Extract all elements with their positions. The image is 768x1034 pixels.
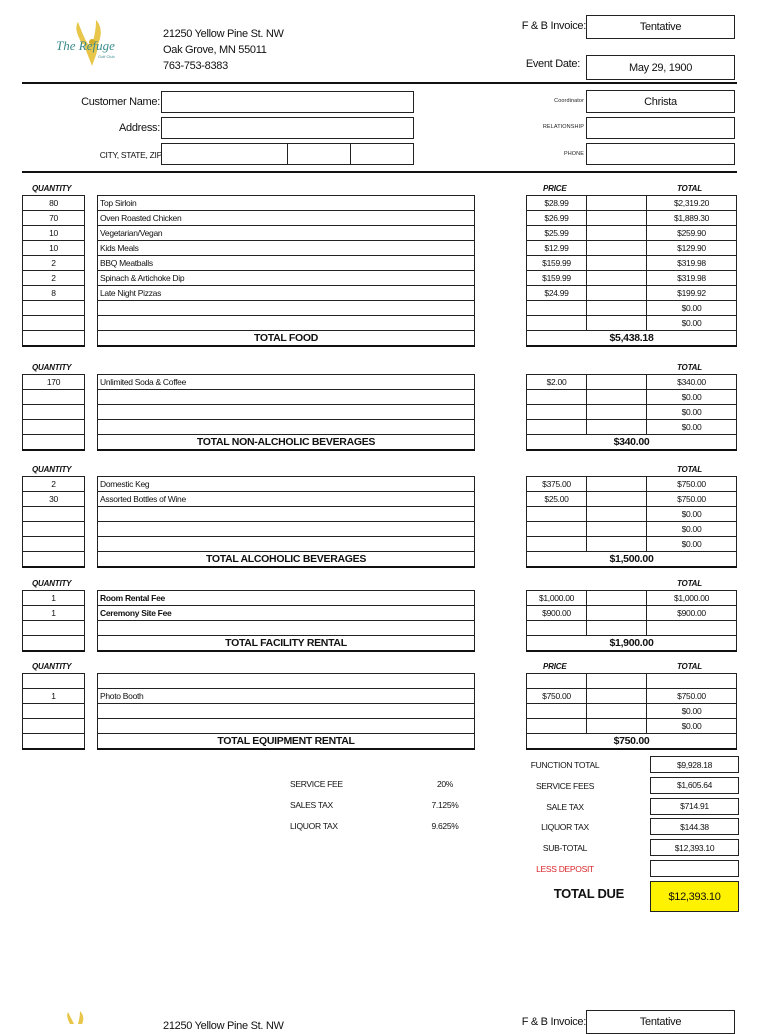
spacer-cell (587, 271, 647, 286)
quantity-cell[interactable] (23, 537, 85, 552)
summary-value[interactable] (650, 860, 739, 877)
section-total-label: TOTAL EQUIPMENT RENTAL (217, 735, 355, 747)
food-quantity-header: QUANTITY (32, 184, 72, 193)
zip-field[interactable] (350, 143, 414, 165)
address-line-2: Oak Grove, MN 55011 (163, 44, 267, 56)
section-total-value: $340.00 (527, 435, 737, 451)
price-cell[interactable]: $25.99 (527, 226, 587, 241)
item-cell[interactable] (98, 719, 475, 734)
table-row (23, 301, 85, 316)
spacer-cell (587, 522, 647, 537)
spacer-cell (587, 405, 647, 420)
section-total-value: $1,900.00 (527, 636, 737, 652)
table-row (527, 256, 737, 271)
spacer-cell (587, 492, 647, 507)
spacer-cell (587, 226, 647, 241)
table-row (527, 522, 737, 537)
item-cell[interactable]: Oven Roasted Chicken (98, 211, 475, 226)
section-total-value: $1,500.00 (527, 552, 737, 568)
table-row (527, 435, 737, 451)
table-row (23, 316, 85, 331)
section-total-label: TOTAL FACILITY RENTAL (225, 637, 347, 649)
table-row (98, 552, 475, 568)
table-row (98, 316, 475, 331)
section-total-label: TOTAL FOOD (253, 332, 319, 344)
phone-field[interactable] (586, 143, 735, 165)
table-row (23, 507, 85, 522)
spacer-cell (587, 674, 647, 689)
line-total-cell[interactable]: $0.00 (647, 390, 737, 405)
price-cell[interactable]: $900.00 (527, 606, 587, 621)
section-total-label-cell (98, 552, 475, 568)
spacer-cell (587, 390, 647, 405)
bird-logo-icon (62, 1010, 102, 1024)
coordinator-label: Coordinator (554, 98, 584, 104)
line-total-cell[interactable]: $0.00 (647, 537, 737, 552)
price-cell[interactable]: $2.00 (527, 375, 587, 390)
table-row (98, 719, 475, 734)
price-cell[interactable]: $159.99 (527, 271, 587, 286)
equipment-price-header: PRICE (543, 662, 567, 671)
rate-label: SERVICE FEE (290, 779, 343, 789)
section-total-value: $750.00 (527, 734, 737, 750)
item-cell[interactable]: Photo Booth (98, 689, 475, 704)
table-row (527, 375, 737, 390)
line-total-cell[interactable]: $0.00 (647, 301, 737, 316)
table-row (527, 636, 737, 652)
spacer-cell (587, 719, 647, 734)
table-row (23, 522, 85, 537)
table-row (527, 301, 737, 316)
table-row (98, 636, 475, 652)
price-cell[interactable]: $25.00 (527, 492, 587, 507)
table-row (98, 522, 475, 537)
table-row (527, 241, 737, 256)
line-total-cell[interactable]: $750.00 (647, 477, 737, 492)
table-row (98, 405, 475, 420)
table-row (98, 507, 475, 522)
quantity-cell[interactable] (23, 621, 85, 636)
line-total-cell[interactable]: $0.00 (647, 704, 737, 719)
line-total-cell[interactable]: $1,000.00 (647, 591, 737, 606)
table-row (527, 271, 737, 286)
spacer-cell (587, 537, 647, 552)
summary-value[interactable]: $12,393.10 (650, 839, 739, 856)
item-cell[interactable] (98, 704, 475, 719)
quantity-cell[interactable] (23, 316, 85, 331)
quantity-cell[interactable]: 170 (23, 375, 85, 390)
table-row (23, 719, 85, 734)
nonalc-total-header: TOTAL (677, 363, 702, 372)
table-row (527, 552, 737, 568)
summary-value[interactable]: $1,605.64 (650, 777, 739, 794)
logo-text: The Refuge (56, 38, 115, 53)
price-cell[interactable] (527, 507, 587, 522)
spacer-cell (587, 241, 647, 256)
section-total-label-cell (98, 734, 475, 750)
logo-subtext: Golf Club (98, 54, 115, 59)
table-row (98, 390, 475, 405)
line-total-cell[interactable]: $0.00 (647, 420, 737, 435)
coordinator-field[interactable]: Christa (586, 90, 735, 113)
rate-value: 7.125% (431, 800, 459, 810)
table-row (23, 537, 85, 552)
customer-divider (22, 171, 737, 173)
table-row (98, 689, 475, 704)
table-row (527, 704, 737, 719)
city-state-zip-label: CITY, STATE, ZIP (99, 150, 162, 160)
table-row (527, 689, 737, 704)
line-total-cell[interactable]: $129.90 (647, 241, 737, 256)
quantity-cell (23, 331, 85, 346)
line-total-cell[interactable]: $340.00 (647, 375, 737, 390)
spacer-cell (587, 316, 647, 331)
table-row (527, 420, 737, 435)
quantity-cell[interactable] (23, 704, 85, 719)
quantity-cell (23, 435, 85, 450)
table-row (527, 621, 737, 636)
quantity-cell[interactable] (23, 674, 85, 689)
table-row (23, 435, 85, 450)
next-page-address: 21250 Yellow Pine St. NW (163, 1020, 284, 1032)
table-row (23, 591, 85, 606)
table-row (23, 375, 85, 390)
relationship-field[interactable] (586, 117, 735, 139)
table-row (98, 492, 475, 507)
table-row (98, 211, 475, 226)
alc-quantity-header: QUANTITY (32, 465, 72, 474)
spacer-cell (587, 256, 647, 271)
company-phone: 763-753-8383 (163, 60, 228, 72)
item-cell[interactable] (98, 301, 475, 316)
quantity-cell[interactable]: 10 (23, 241, 85, 256)
line-total-cell[interactable]: $0.00 (647, 405, 737, 420)
next-page-invoice-label: F & B Invoice: (521, 1016, 586, 1028)
invoice-status-field[interactable]: Tentative (586, 15, 735, 39)
table-row (23, 226, 85, 241)
table-row (98, 477, 475, 492)
table-row (527, 674, 737, 689)
line-total-cell[interactable]: $259.90 (647, 226, 737, 241)
line-total-cell[interactable]: $2,319.20 (647, 196, 737, 211)
table-row (527, 492, 737, 507)
quantity-cell (23, 636, 85, 651)
facility-total-header: TOTAL (677, 579, 702, 588)
table-row (527, 286, 737, 301)
line-total-cell[interactable]: $0.00 (647, 316, 737, 331)
relationship-label: RELATIONSHIP (542, 124, 584, 130)
line-total-cell[interactable]: $319.98 (647, 271, 737, 286)
table-row (23, 390, 85, 405)
rate-label: LIQUOR TAX (290, 821, 338, 831)
item-cell[interactable]: Spinach & Artichoke Dip (98, 271, 475, 286)
price-cell[interactable]: $1,000.00 (527, 591, 587, 606)
rate-label: SALES TAX (290, 800, 333, 810)
table-row (527, 405, 737, 420)
table-row (527, 316, 737, 331)
food-total-header: TOTAL (677, 184, 702, 193)
price-cell[interactable] (527, 719, 587, 734)
equipment-quantity-header: QUANTITY (32, 662, 72, 671)
item-cell[interactable]: Late Night Pizzas (98, 286, 475, 301)
table-row (98, 621, 475, 636)
address-label: Address: (118, 122, 160, 134)
event-date-label: Event Date: (525, 58, 580, 70)
price-cell[interactable] (527, 405, 587, 420)
nonalc-quantity-header: QUANTITY (32, 363, 72, 372)
customer-name-label: Customer Name: (81, 96, 160, 108)
table-row (23, 636, 85, 651)
price-cell[interactable] (527, 674, 587, 689)
table-row (527, 591, 737, 606)
table-row (527, 331, 737, 347)
section-total-value: $5,438.18 (527, 331, 737, 347)
table-row (23, 689, 85, 704)
spacer-cell (587, 477, 647, 492)
quantity-cell[interactable]: 70 (23, 211, 85, 226)
quantity-cell[interactable]: 8 (23, 286, 85, 301)
table-row (23, 405, 85, 420)
equipment-total-header: TOTAL (677, 662, 702, 671)
item-cell[interactable]: Kids Meals (98, 241, 475, 256)
table-row (23, 211, 85, 226)
line-total-cell[interactable]: $199.92 (647, 286, 737, 301)
table-row (23, 241, 85, 256)
table-row (23, 492, 85, 507)
table-row (23, 331, 85, 346)
section-total-label: TOTAL NON-ALCHOLIC BEVERAGES (196, 436, 376, 448)
table-row (527, 390, 737, 405)
quantity-cell[interactable]: 1 (23, 689, 85, 704)
summary-label: SALE TAX (546, 801, 584, 812)
price-cell[interactable] (527, 537, 587, 552)
table-row (527, 226, 737, 241)
spacer-cell (587, 507, 647, 522)
spacer-cell (587, 196, 647, 211)
spacer-cell (587, 301, 647, 316)
table-row (98, 606, 475, 621)
quantity-cell[interactable] (23, 719, 85, 734)
quantity-cell[interactable] (23, 390, 85, 405)
rate-value: 20% (436, 779, 454, 789)
address-field[interactable] (161, 117, 414, 139)
invoice-label: F & B Invoice: (521, 20, 586, 32)
table-row (98, 435, 475, 451)
summary-label: LIQUOR TAX (541, 822, 589, 833)
item-cell[interactable] (98, 507, 475, 522)
quantity-cell (23, 734, 85, 749)
summary-value[interactable]: $9,928.18 (650, 756, 739, 773)
spacer-cell (587, 375, 647, 390)
item-cell[interactable] (98, 537, 475, 552)
table-row (98, 537, 475, 552)
summary-label: LESS DEPOSIT (536, 864, 594, 874)
company-address (163, 26, 284, 74)
quantity-cell[interactable] (23, 301, 85, 316)
spacer-cell (587, 621, 647, 636)
table-row (98, 674, 475, 689)
spacer-cell (587, 420, 647, 435)
line-total-cell[interactable] (647, 674, 737, 689)
spacer-cell (587, 689, 647, 704)
price-cell[interactable]: $26.99 (527, 211, 587, 226)
table-row (98, 271, 475, 286)
spacer-cell (587, 704, 647, 719)
table-row (98, 420, 475, 435)
table-row (23, 286, 85, 301)
item-cell[interactable]: Ceremony Site Fee (98, 606, 475, 621)
table-row (23, 420, 85, 435)
table-row (527, 537, 737, 552)
table-row (527, 196, 737, 211)
section-total-label: TOTAL ALCOHOLIC BEVERAGES (205, 553, 367, 565)
table-row (98, 591, 475, 606)
item-cell[interactable]: Domestic Keg (98, 477, 475, 492)
next-page-logo (62, 1010, 102, 1029)
price-cell[interactable] (527, 621, 587, 636)
line-total-cell[interactable]: $750.00 (647, 492, 737, 507)
table-row (23, 734, 85, 749)
facility-quantity-header: QUANTITY (32, 579, 72, 588)
price-cell[interactable] (527, 522, 587, 537)
price-cell[interactable] (527, 301, 587, 316)
price-cell[interactable]: $375.00 (527, 477, 587, 492)
item-cell[interactable] (98, 316, 475, 331)
item-cell[interactable] (98, 390, 475, 405)
line-total-cell[interactable]: $0.00 (647, 522, 737, 537)
item-cell[interactable]: Top Sirloin (98, 196, 475, 211)
table-row (98, 196, 475, 211)
quantity-cell[interactable]: 2 (23, 271, 85, 286)
next-page-invoice-field: Tentative (586, 1010, 735, 1034)
item-cell[interactable]: Assorted Bottles of Wine (98, 492, 475, 507)
item-cell[interactable] (98, 405, 475, 420)
alc-total-header: TOTAL (677, 465, 702, 474)
header-divider (22, 82, 737, 84)
price-cell[interactable]: $24.99 (527, 286, 587, 301)
summary-label: SERVICE FEES (535, 780, 595, 791)
table-row (98, 301, 475, 316)
line-total-cell[interactable] (647, 621, 737, 636)
table-row (23, 621, 85, 636)
quantity-cell[interactable]: 1 (23, 591, 85, 606)
table-row (98, 331, 475, 347)
customer-name-field[interactable] (161, 91, 414, 113)
quantity-cell[interactable] (23, 522, 85, 537)
table-row (527, 719, 737, 734)
item-cell[interactable]: BBQ Meatballs (98, 256, 475, 271)
item-cell[interactable] (98, 621, 475, 636)
table-row (98, 286, 475, 301)
table-row (527, 507, 737, 522)
summary-value[interactable]: $144.38 (650, 818, 739, 835)
item-cell[interactable]: Room Rental Fee (98, 591, 475, 606)
line-total-cell[interactable]: $750.00 (647, 689, 737, 704)
table-row (23, 256, 85, 271)
state-field[interactable] (287, 143, 351, 165)
quantity-cell[interactable]: 10 (23, 226, 85, 241)
table-row (527, 477, 737, 492)
price-cell[interactable]: $750.00 (527, 689, 587, 704)
quantity-cell[interactable]: 30 (23, 492, 85, 507)
total-due-label: TOTAL DUE (553, 886, 624, 901)
price-cell[interactable] (527, 390, 587, 405)
line-total-cell[interactable]: $319.98 (647, 256, 737, 271)
food-price-header: PRICE (543, 184, 567, 193)
table-row (98, 241, 475, 256)
spacer-cell (587, 591, 647, 606)
price-cell[interactable]: $159.99 (527, 256, 587, 271)
table-row (23, 477, 85, 492)
item-cell[interactable]: Vegetarian/Vegan (98, 226, 475, 241)
line-total-cell[interactable]: $0.00 (647, 507, 737, 522)
table-row (23, 674, 85, 689)
table-row (527, 606, 737, 621)
line-total-cell[interactable]: $1,889.30 (647, 211, 737, 226)
phone-label: PHONE (563, 151, 584, 157)
address-line-1: 21250 Yellow Pine St. NW (163, 28, 284, 40)
table-row (23, 606, 85, 621)
section-total-label-cell (98, 636, 475, 652)
item-cell[interactable] (98, 522, 475, 537)
table-row (527, 211, 737, 226)
spacer-cell (587, 286, 647, 301)
table-row (23, 196, 85, 211)
spacer-cell (587, 606, 647, 621)
table-row (98, 226, 475, 241)
price-cell[interactable] (527, 420, 587, 435)
summary-label: FUNCTION TOTAL (530, 760, 600, 770)
summary-label: SUB-TOTAL (542, 843, 588, 854)
quantity-cell[interactable]: 2 (23, 477, 85, 492)
event-date-field[interactable]: May 29, 1900 (586, 55, 735, 80)
section-total-label-cell (98, 435, 475, 451)
item-cell[interactable] (98, 420, 475, 435)
line-total-cell[interactable]: $900.00 (647, 606, 737, 621)
price-cell[interactable]: $28.99 (527, 196, 587, 211)
table-row (98, 375, 475, 390)
table-row (98, 734, 475, 750)
section-total-label-cell (98, 331, 475, 347)
price-cell[interactable] (527, 316, 587, 331)
table-row (23, 271, 85, 286)
price-cell[interactable]: $12.99 (527, 241, 587, 256)
quantity-cell[interactable] (23, 405, 85, 420)
summary-value[interactable]: $714.91 (650, 798, 739, 815)
quantity-cell[interactable] (23, 420, 85, 435)
quantity-cell[interactable]: 1 (23, 606, 85, 621)
total-due-value: $12,393.10 (650, 881, 739, 912)
rate-value: 9.625% (431, 821, 459, 831)
table-row (23, 552, 85, 567)
item-cell[interactable]: Unlimited Soda & Coffee (98, 375, 475, 390)
quantity-cell[interactable]: 80 (23, 196, 85, 211)
company-logo (52, 14, 132, 74)
table-row (98, 704, 475, 719)
quantity-cell[interactable]: 2 (23, 256, 85, 271)
quantity-cell[interactable] (23, 507, 85, 522)
price-cell[interactable] (527, 704, 587, 719)
item-cell[interactable] (98, 674, 475, 689)
table-row (98, 256, 475, 271)
city-field[interactable] (161, 143, 288, 165)
line-total-cell[interactable]: $0.00 (647, 719, 737, 734)
table-row (527, 734, 737, 750)
quantity-cell (23, 552, 85, 567)
spacer-cell (587, 211, 647, 226)
table-row (23, 704, 85, 719)
